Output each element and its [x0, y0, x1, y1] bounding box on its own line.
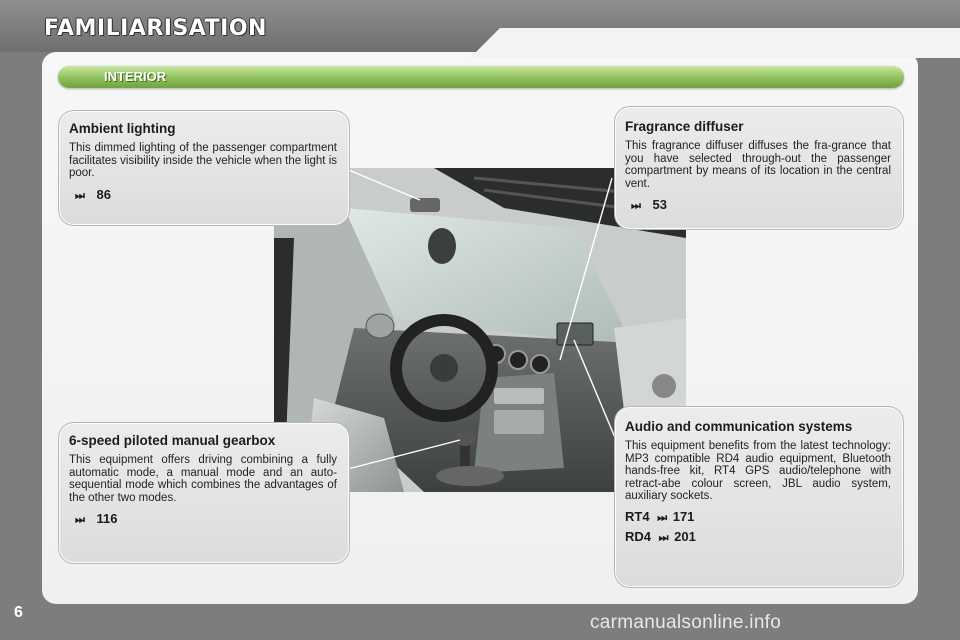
page-reference-arrow-icon: ⏭ — [75, 189, 85, 202]
callout-title: Ambient lighting — [69, 121, 176, 136]
callout-body: This fragrance diffuser diffuses the fra-grance that you have selected through-out the passenger compartment by means of its location in the central vent. — [625, 140, 891, 190]
page-reference-arrow-icon: ⏭ — [658, 531, 669, 544]
page-reference-rt4[interactable] — [625, 509, 891, 525]
system-label: RD4 — [625, 528, 652, 544]
callout-audio-communication — [614, 406, 904, 588]
page-reference-number: 116 — [96, 511, 118, 527]
page-reference-arrow-icon: ⏭ — [75, 514, 85, 527]
page-reference-number: 86 — [96, 186, 111, 202]
page-reference-number: 171 — [672, 508, 695, 524]
chapter-title: FAMILIARISATION — [44, 16, 267, 41]
callout-title: Fragrance diffuser — [625, 119, 744, 134]
page-reference-arrow-icon: ⏭ — [657, 511, 668, 524]
callout-ambient-lighting — [58, 110, 350, 226]
callout-body: This equipment offers driving combining a fully automatic mode, a manual mode and an auto-sequential mode which combines the advantages of the other two modes. — [69, 454, 337, 504]
callout-title: 6-speed piloted manual gearbox — [69, 433, 276, 448]
callout-body: This dimmed lighting of the passenger compartment facilitates visibility inside the vehicle when the light is poor. — [69, 142, 337, 180]
page-reference-number: 53 — [652, 197, 667, 213]
callout-gearbox — [58, 422, 350, 564]
watermark: carmanualsonline.info — [590, 612, 782, 633]
callout-body: This equipment benefits from the latest technology: MP3 compatible RD4 audio equipment, Bluetooth hands-free kit, RT4 GPS audio/telephone with retract-abe colour screen, JBL audio system, auxiliary sockets. — [625, 440, 891, 503]
page-number: 6 — [14, 604, 23, 621]
page-reference[interactable] — [69, 511, 337, 527]
page-reference[interactable] — [69, 187, 337, 203]
callout-title: Audio and communication systems — [625, 419, 853, 434]
system-label: RT4 — [625, 508, 650, 524]
page-reference[interactable] — [625, 197, 891, 213]
page-reference-number: 201 — [674, 528, 696, 544]
callout-fragrance-diffuser — [614, 106, 904, 230]
section-title: INTERIOR — [104, 69, 167, 84]
page-reference-arrow-icon: ⏭ — [631, 200, 641, 213]
page-reference-rd4[interactable] — [625, 529, 891, 545]
